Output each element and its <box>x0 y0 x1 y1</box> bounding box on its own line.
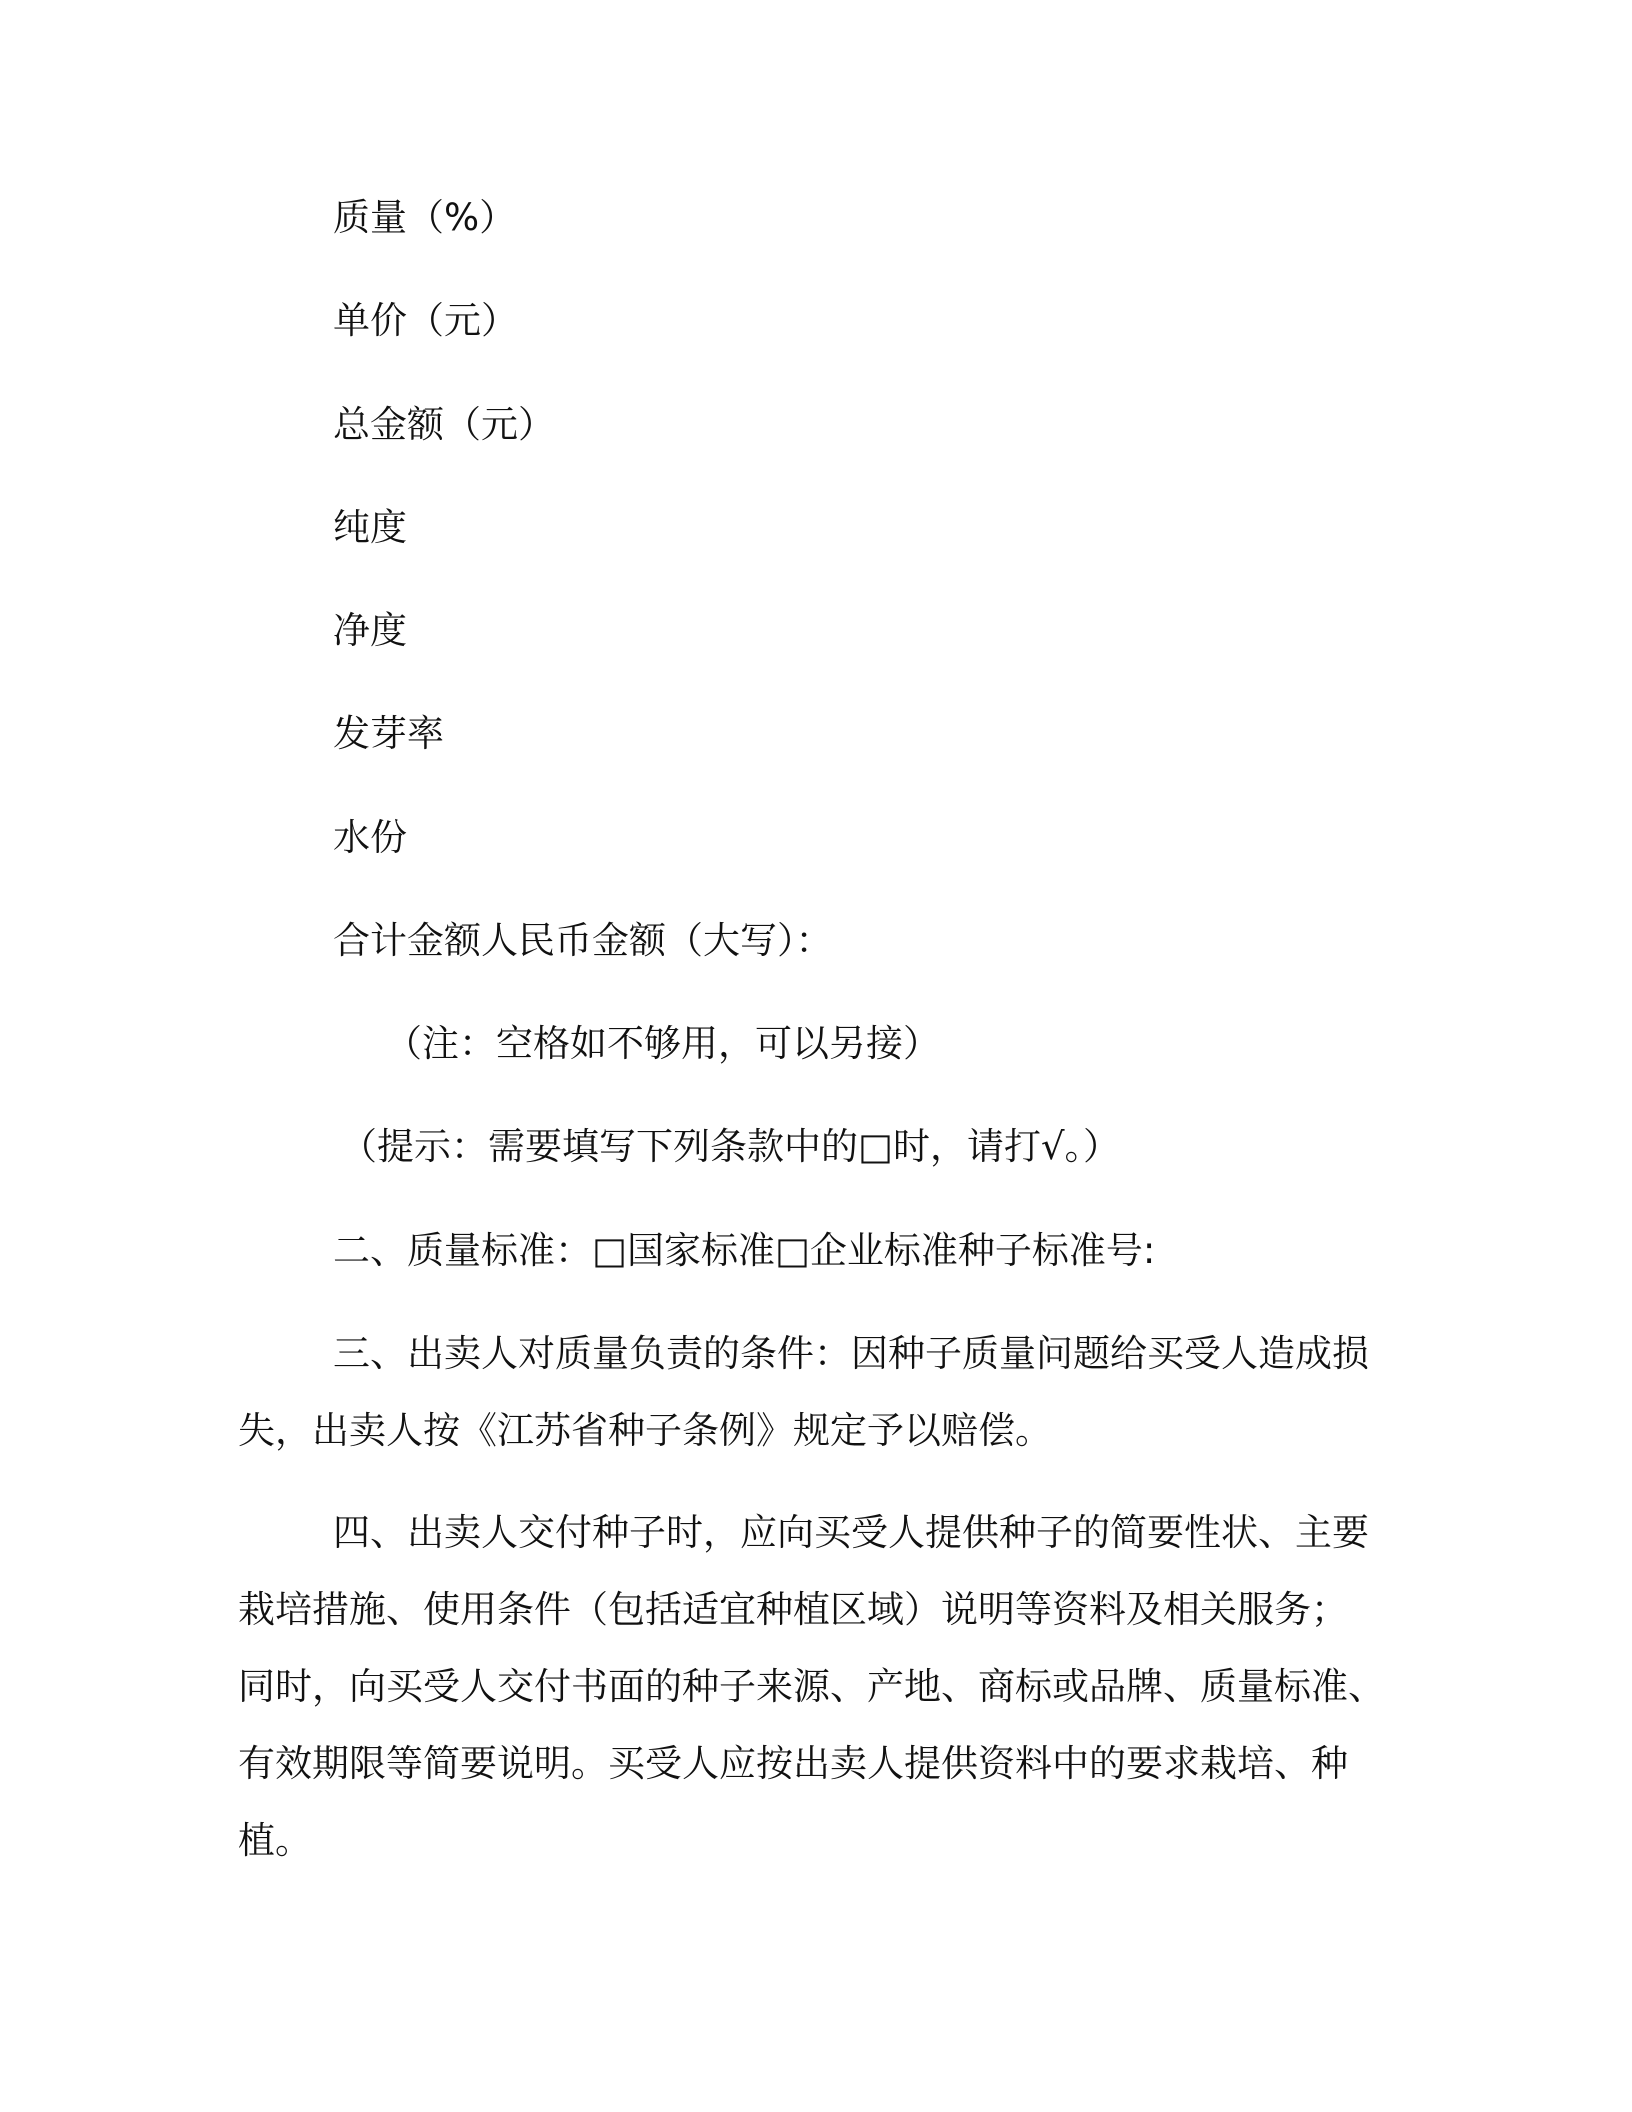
field-moisture: 水份 <box>333 816 407 859</box>
section-quality-standard: 二、质量标准：□国家标准□企业标准种子标准号: <box>333 1229 1156 1272</box>
note-text: （注：空格如不够用，可以另接） <box>385 1022 940 1065</box>
field-total-rmb-uppercase: 合计金额人民币金额（大写）： <box>333 919 833 962</box>
section-delivery-line-4: 有效期限等简要说明。买受人应按出卖人提供资料中的要求栽培、种 <box>238 1742 1348 1785</box>
section-delivery-line-3: 同时，向买受人交付书面的种子来源、产地、商标或品牌、质量标准、 <box>238 1665 1385 1708</box>
section-seller-responsibility-line-2: 失，出卖人按《江苏省种子条例》规定予以赔偿。 <box>238 1409 1052 1452</box>
field-quality: 质量（%） <box>333 196 517 239</box>
hint-text: （提示：需要填写下列条款中的□时，请打√。） <box>340 1125 1121 1168</box>
section-delivery-line-5: 植。 <box>238 1819 312 1862</box>
field-unit-price: 单价（元） <box>333 299 518 342</box>
section-delivery-line-2: 栽培措施、使用条件（包括适宜种植区域）说明等资料及相关服务； <box>238 1588 1348 1631</box>
section-delivery-line-1: 四、出卖人交付种子时，应向买受人提供种子的简要性状、主要 <box>333 1511 1369 1554</box>
section-seller-responsibility-line-1: 三、出卖人对质量负责的条件：因种子质量问题给买受人造成损 <box>333 1332 1369 1375</box>
field-total-amount: 总金额（元） <box>333 403 555 446</box>
field-germination-rate: 发芽率 <box>333 712 444 755</box>
field-purity: 纯度 <box>333 506 407 549</box>
field-cleanliness: 净度 <box>333 609 407 652</box>
